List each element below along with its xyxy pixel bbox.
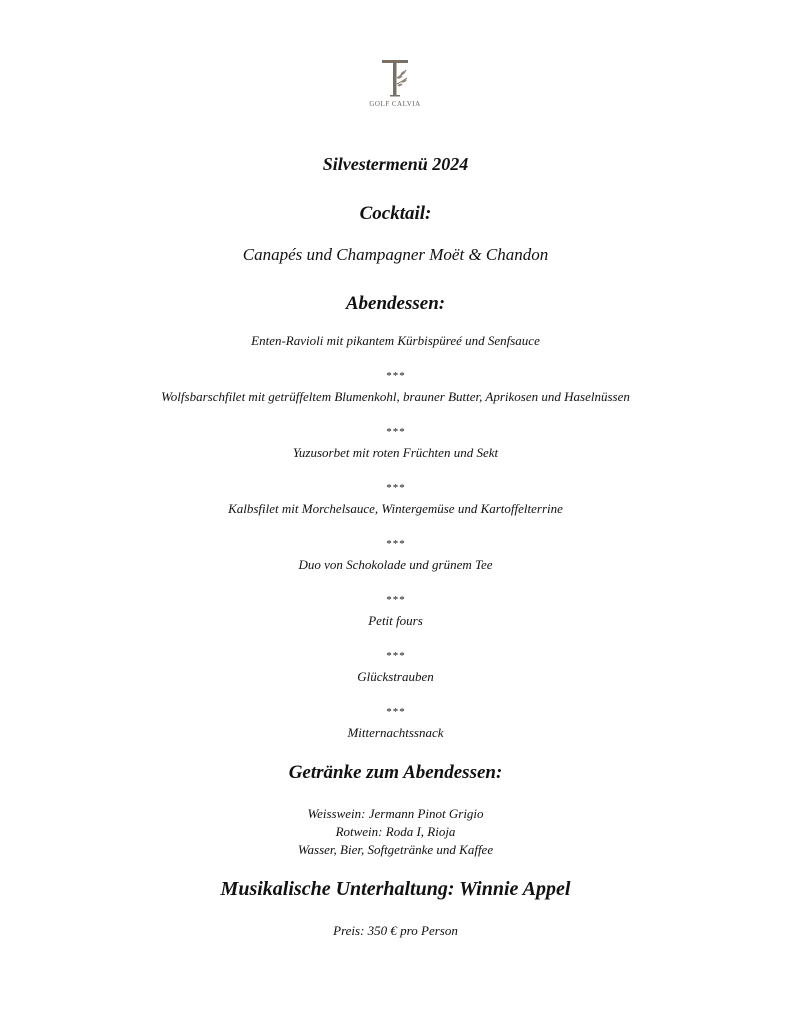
logo xyxy=(350,58,440,108)
course-8: Mitternachtssnack xyxy=(347,725,444,740)
separator: *** xyxy=(385,538,406,550)
course-1: Enten-Ravioli mit pikantem Kürbispüreé und Senfsauce xyxy=(251,333,540,348)
drink-item-3: Wasser, Bier, Softgetränke und Kaffee xyxy=(297,842,494,857)
drinks-heading: Getränke zum Abendessen: xyxy=(288,762,503,783)
course-5: Duo von Schokolade und grünem Tee xyxy=(298,557,493,572)
drink-item-2: Rotwein: Roda I, Rioja xyxy=(335,824,456,839)
course-6: Petit fours xyxy=(368,613,423,628)
music-line: Musikalische Unterhaltung: Winnie Appel xyxy=(220,878,571,900)
logo-text: GOLF CALVIA xyxy=(369,100,421,108)
separator: *** xyxy=(385,594,406,606)
cocktail-text: Canapés und Champagner Moët & Chandon xyxy=(242,245,549,264)
separator: *** xyxy=(385,370,406,382)
separator: *** xyxy=(385,426,406,438)
course-3: Yuzusorbet mit roten Früchten und Sekt xyxy=(292,445,499,460)
cocktail-heading: Cocktail: xyxy=(359,203,432,224)
price-line: Preis: 350 € pro Person xyxy=(333,923,458,938)
separator: *** xyxy=(385,706,406,718)
menu-title: Silvestermenü 2024 xyxy=(322,154,469,174)
separator: *** xyxy=(385,482,406,494)
tree-t-logo-icon xyxy=(378,58,412,98)
dinner-heading: Abendessen: xyxy=(345,293,446,314)
drink-item-1: Weisswein: Jermann Pinot Grigio xyxy=(307,806,484,821)
course-2: Wolfsbarschfilet mit getrüffeltem Blumenkohl, brauner Butter, Aprikosen und Haselnüssen xyxy=(161,389,630,404)
separator: *** xyxy=(385,650,406,662)
course-4: Kalbsfilet mit Morchelsauce, Wintergemüse und Kartoffelterrine xyxy=(228,501,563,516)
course-7: Glückstrauben xyxy=(357,669,434,684)
